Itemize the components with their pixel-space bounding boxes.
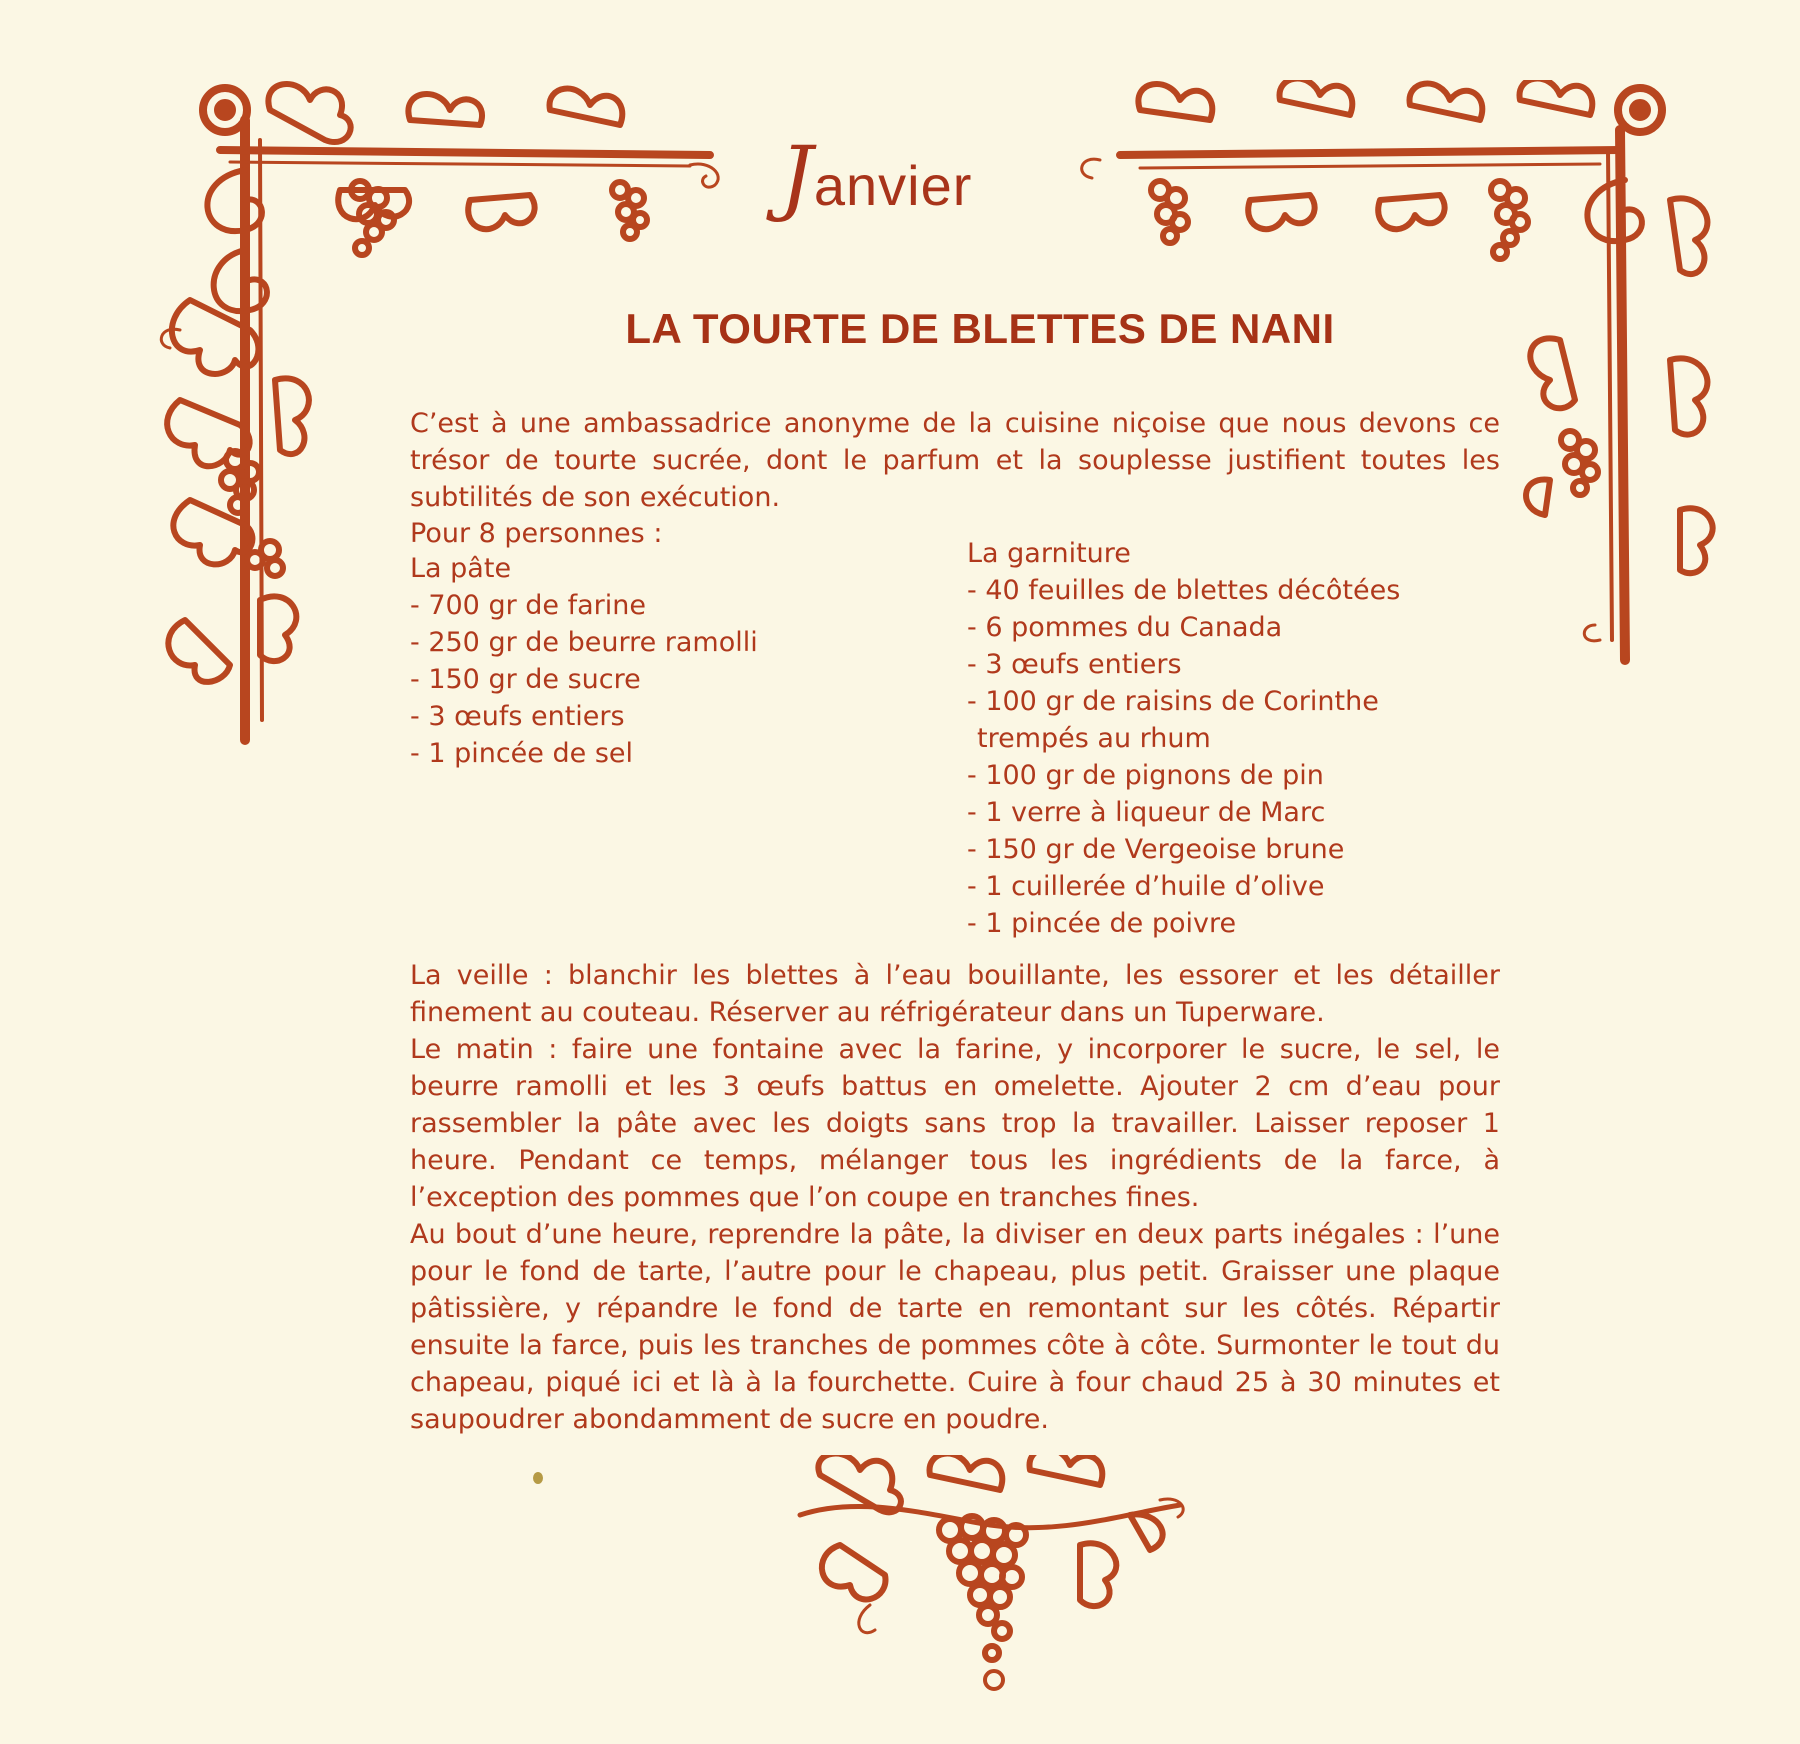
- garniture-heading: La garniture: [967, 538, 1131, 569]
- paper-speck: [533, 1472, 543, 1484]
- list-item: - 3 œufs entiers: [967, 649, 1182, 680]
- method-step: Le matin : faire une fontaine avec la farine, y incorporer le sucre, le sel, le beurre ramolli et les 3 œufs battus en omelette. Ajouter 2 cm d’eau pour rassembler la pâte avec les doigts sans trop la travailler. Laisser reposer 1 heure. Pendant ce temps, mélanger tous les ingrédients de la farce, à l’exception des pommes que l’on coupe en tranches fines.: [410, 1034, 1500, 1213]
- method-step: Au bout d’une heure, reprendre la pâte, la diviser en deux parts inégales : l’une pour le fond de tarte, l’autre pour le chapeau, plus petit. Graisser une plaque pâtissière, y répandre le fond de tarte en remontant sur les côtés. Répartir ensuite la farce, puis les tranches de pommes côte à côte. Surmonter le tout du chapeau, piqué ici et là à la fourchette. Cuire à four chaud 25 à 30 minutes et saupoudrer abondamment de sucre en poudre.: [410, 1219, 1500, 1435]
- pate-list: [410, 587, 930, 772]
- list-item: - 700 gr de farine: [410, 590, 646, 621]
- list-item: trempés au rhum: [977, 723, 1211, 754]
- month-initial: J: [780, 130, 814, 225]
- servings-label: Pour 8 personnes :: [410, 518, 663, 549]
- list-item: - 1 verre à liqueur de Marc: [967, 797, 1326, 828]
- recipe-intro: [410, 405, 1500, 516]
- garniture-list: [967, 572, 1527, 942]
- ingredients-garniture: [967, 535, 1527, 942]
- list-item: - 250 gr de beurre ramolli: [410, 627, 758, 658]
- list-item: - 40 feuilles de blettes décôtées: [967, 575, 1401, 606]
- recipe-method: [410, 957, 1500, 1438]
- month-heading: [780, 130, 1080, 225]
- pate-heading: La pâte: [410, 553, 512, 584]
- list-item: - 3 œufs entiers: [410, 701, 625, 732]
- list-item: - 1 pincée de sel: [410, 738, 634, 769]
- grape-cluster-bottom-ornament: [780, 1455, 1200, 1715]
- list-item: - 100 gr de pignons de pin: [967, 760, 1324, 791]
- ingredients-pate: [410, 550, 930, 772]
- method-step: La veille : blanchir les blettes à l’eau bouillante, les essorer et les détailler finement au couteau. Réserver au réfrigérateur dans un Tuperware.: [410, 960, 1500, 1028]
- recipe-title: LA TOURTE DE BLETTES DE NANI: [625, 305, 1335, 352]
- list-item: - 150 gr de Vergeoise brune: [967, 834, 1345, 865]
- list-item: - 150 gr de sucre: [410, 664, 641, 695]
- list-item: - 6 pommes du Canada: [967, 612, 1283, 643]
- list-item: - 1 cuillerée d’huile d’olive: [967, 871, 1325, 902]
- list-item: - 1 pincée de poivre: [967, 908, 1237, 939]
- month-rest: anvier: [813, 154, 973, 217]
- list-item: - 100 gr de raisins de Corinthe: [967, 686, 1379, 717]
- intro-text: C’est à une ambassadrice anonyme de la cuisine niçoise que nous devons ce trésor de tourte sucrée, dont le parfum et la souplesse justifient toutes les subtilités de son exécution.: [410, 408, 1500, 513]
